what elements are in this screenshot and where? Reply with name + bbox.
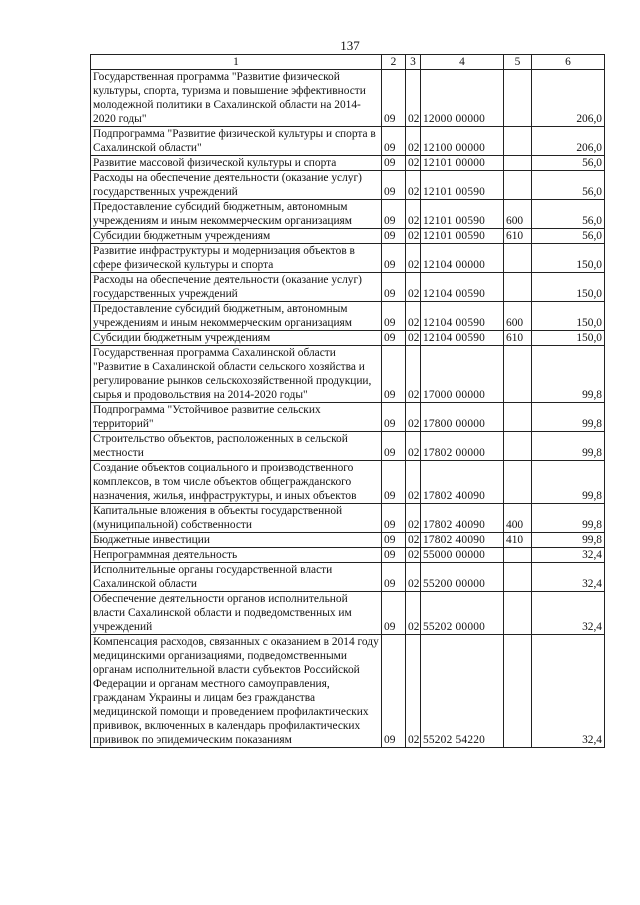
row-target-article-code: 12104 00590 [421,302,504,331]
row-target-article-code: 17802 40090 [421,461,504,504]
budget-table [90,54,605,748]
table-row [91,244,605,273]
table-row [91,592,605,635]
row-description: Строительство объектов, расположенных в сельской местности [91,432,382,461]
row-expense-type-code [504,127,532,156]
row-subsection-code: 02 [406,563,421,592]
row-subsection-code: 02 [406,229,421,244]
column-header: 3 [406,55,421,70]
row-amount: 99,8 [532,432,605,461]
row-section-code: 09 [382,504,406,533]
row-description: Государственная программа "Развитие физической культуры, спорта, туризма и повышение эффективности молодежной политики в Сахалинской области на 2014-2020 годы" [91,70,382,127]
row-section-code: 09 [382,432,406,461]
row-subsection-code: 02 [406,635,421,748]
row-subsection-code: 02 [406,592,421,635]
row-description: Развитие массовой физической культуры и спорта [91,156,382,171]
table-row [91,302,605,331]
row-target-article-code: 55202 00000 [421,592,504,635]
row-expense-type-code [504,156,532,171]
row-amount: 32,4 [532,563,605,592]
row-description: Компенсация расходов, связанных с оказанием в 2014 году медицинскими организациями, подведомственными органам исполнительной власти субъектов Российской Федерации и органам местного самоуправления, гражданам Украины и лицам без гражданства медицинской помощи и проведением профилактических прививок, включенных в календарь профилактических прививок по эпидемическим показаниям [91,635,382,748]
row-subsection-code: 02 [406,432,421,461]
table-row [91,432,605,461]
row-target-article-code: 12101 00000 [421,156,504,171]
row-description: Предоставление субсидий бюджетным, автономным учреждениям и иным некоммерческим организациям [91,200,382,229]
row-subsection-code: 02 [406,533,421,548]
table-row [91,171,605,200]
row-section-code: 09 [382,127,406,156]
row-section-code: 09 [382,563,406,592]
row-expense-type-code [504,592,532,635]
row-section-code: 09 [382,548,406,563]
row-section-code: 09 [382,461,406,504]
row-target-article-code: 55200 00000 [421,563,504,592]
row-expense-type-code [504,346,532,403]
row-expense-type-code: 410 [504,533,532,548]
row-amount: 56,0 [532,200,605,229]
table-row [91,346,605,403]
row-amount: 32,4 [532,548,605,563]
row-expense-type-code [504,171,532,200]
row-description: Создание объектов социального и производственного комплексов, в том числе объектов общегражданского назначения, жилья, инфраструктуры, и иных объектов [91,461,382,504]
row-subsection-code: 02 [406,302,421,331]
row-section-code: 09 [382,346,406,403]
row-amount: 150,0 [532,273,605,302]
row-description: Расходы на обеспечение деятельности (оказание услуг) государственных учреждений [91,171,382,200]
row-section-code: 09 [382,229,406,244]
row-target-article-code: 17802 40090 [421,504,504,533]
page-number: 137 [340,38,360,53]
row-section-code: 09 [382,331,406,346]
table-row [91,635,605,748]
row-amount: 56,0 [532,171,605,200]
row-amount: 99,8 [532,403,605,432]
row-target-article-code: 55202 54220 [421,635,504,748]
row-expense-type-code [504,273,532,302]
row-expense-type-code: 400 [504,504,532,533]
row-amount: 99,8 [532,346,605,403]
row-subsection-code: 02 [406,70,421,127]
row-subsection-code: 02 [406,127,421,156]
row-amount: 150,0 [532,331,605,346]
row-section-code: 09 [382,592,406,635]
row-target-article-code: 12000 00000 [421,70,504,127]
row-amount: 150,0 [532,244,605,273]
table-row [91,229,605,244]
row-description: Подпрограмма "Развитие физической культуры и спорта в Сахалинской области" [91,127,382,156]
row-subsection-code: 02 [406,461,421,504]
row-description: Развитие инфраструктуры и модернизация объектов в сфере физической культуры и спорта [91,244,382,273]
row-subsection-code: 02 [406,331,421,346]
row-expense-type-code: 610 [504,331,532,346]
column-header: 6 [532,55,605,70]
row-target-article-code: 12104 00590 [421,331,504,346]
row-amount: 206,0 [532,70,605,127]
row-subsection-code: 02 [406,171,421,200]
row-target-article-code: 17802 40090 [421,533,504,548]
row-subsection-code: 02 [406,548,421,563]
table-row [91,156,605,171]
row-target-article-code: 12101 00590 [421,171,504,200]
table-row [91,461,605,504]
row-description: Непрограммная деятельность [91,548,382,563]
row-amount: 32,4 [532,635,605,748]
row-target-article-code: 17800 00000 [421,403,504,432]
row-description: Исполнительные органы государственной власти Сахалинской области [91,563,382,592]
table-row [91,548,605,563]
row-subsection-code: 02 [406,200,421,229]
row-expense-type-code [504,70,532,127]
table-row [91,70,605,127]
table-row [91,200,605,229]
row-target-article-code: 12101 00590 [421,200,504,229]
row-subsection-code: 02 [406,273,421,302]
row-target-article-code: 12100 00000 [421,127,504,156]
row-description: Капитальные вложения в объекты государственной (муниципальной) собственности [91,504,382,533]
row-target-article-code: 12104 00590 [421,273,504,302]
row-target-article-code: 12104 00000 [421,244,504,273]
row-section-code: 09 [382,273,406,302]
row-subsection-code: 02 [406,156,421,171]
row-amount: 56,0 [532,156,605,171]
row-target-article-code: 55000 00000 [421,548,504,563]
row-section-code: 09 [382,200,406,229]
row-description: Бюджетные инвестиции [91,533,382,548]
row-section-code: 09 [382,244,406,273]
row-expense-type-code: 600 [504,302,532,331]
row-amount: 99,8 [532,461,605,504]
row-description: Государственная программа Сахалинской области "Развитие в Сахалинской области сельского хозяйства и регулирование рынков сельскохозяйственной продукции, сырья и продовольствия на 2014-2020 годы" [91,346,382,403]
row-target-article-code: 12101 00590 [421,229,504,244]
row-expense-type-code [504,403,532,432]
row-expense-type-code [504,635,532,748]
table-row [91,127,605,156]
row-target-article-code: 17802 00000 [421,432,504,461]
row-section-code: 09 [382,302,406,331]
row-description: Расходы на обеспечение деятельности (оказание услуг) государственных учреждений [91,273,382,302]
row-section-code: 09 [382,171,406,200]
row-section-code: 09 [382,156,406,171]
table-row [91,563,605,592]
row-expense-type-code: 610 [504,229,532,244]
row-description: Обеспечение деятельности органов исполнительной власти Сахалинской области и подведомственных им учреждений [91,592,382,635]
row-expense-type-code [504,563,532,592]
column-header: 5 [504,55,532,70]
table-row [91,533,605,548]
row-amount: 206,0 [532,127,605,156]
table-row [91,273,605,302]
row-section-code: 09 [382,533,406,548]
row-section-code: 09 [382,403,406,432]
row-amount: 99,8 [532,533,605,548]
row-section-code: 09 [382,70,406,127]
row-expense-type-code [504,432,532,461]
row-expense-type-code [504,548,532,563]
column-header: 2 [382,55,406,70]
table-header-row [91,55,605,70]
column-header: 4 [421,55,504,70]
row-subsection-code: 02 [406,504,421,533]
table-row [91,403,605,432]
table-row [91,504,605,533]
row-description: Предоставление субсидий бюджетным, автономным учреждениям и иным некоммерческим организациям [91,302,382,331]
row-description: Подпрограмма "Устойчивое развитие сельских территорий" [91,403,382,432]
row-amount: 56,0 [532,229,605,244]
row-target-article-code: 17000 00000 [421,346,504,403]
row-subsection-code: 02 [406,346,421,403]
row-expense-type-code [504,244,532,273]
row-subsection-code: 02 [406,244,421,273]
row-expense-type-code: 600 [504,200,532,229]
row-section-code: 09 [382,635,406,748]
column-header: 1 [91,55,382,70]
row-subsection-code: 02 [406,403,421,432]
row-description: Субсидии бюджетным учреждениям [91,331,382,346]
row-amount: 32,4 [532,592,605,635]
row-expense-type-code [504,461,532,504]
row-description: Субсидии бюджетным учреждениям [91,229,382,244]
table-row [91,331,605,346]
row-amount: 150,0 [532,302,605,331]
row-amount: 99,8 [532,504,605,533]
